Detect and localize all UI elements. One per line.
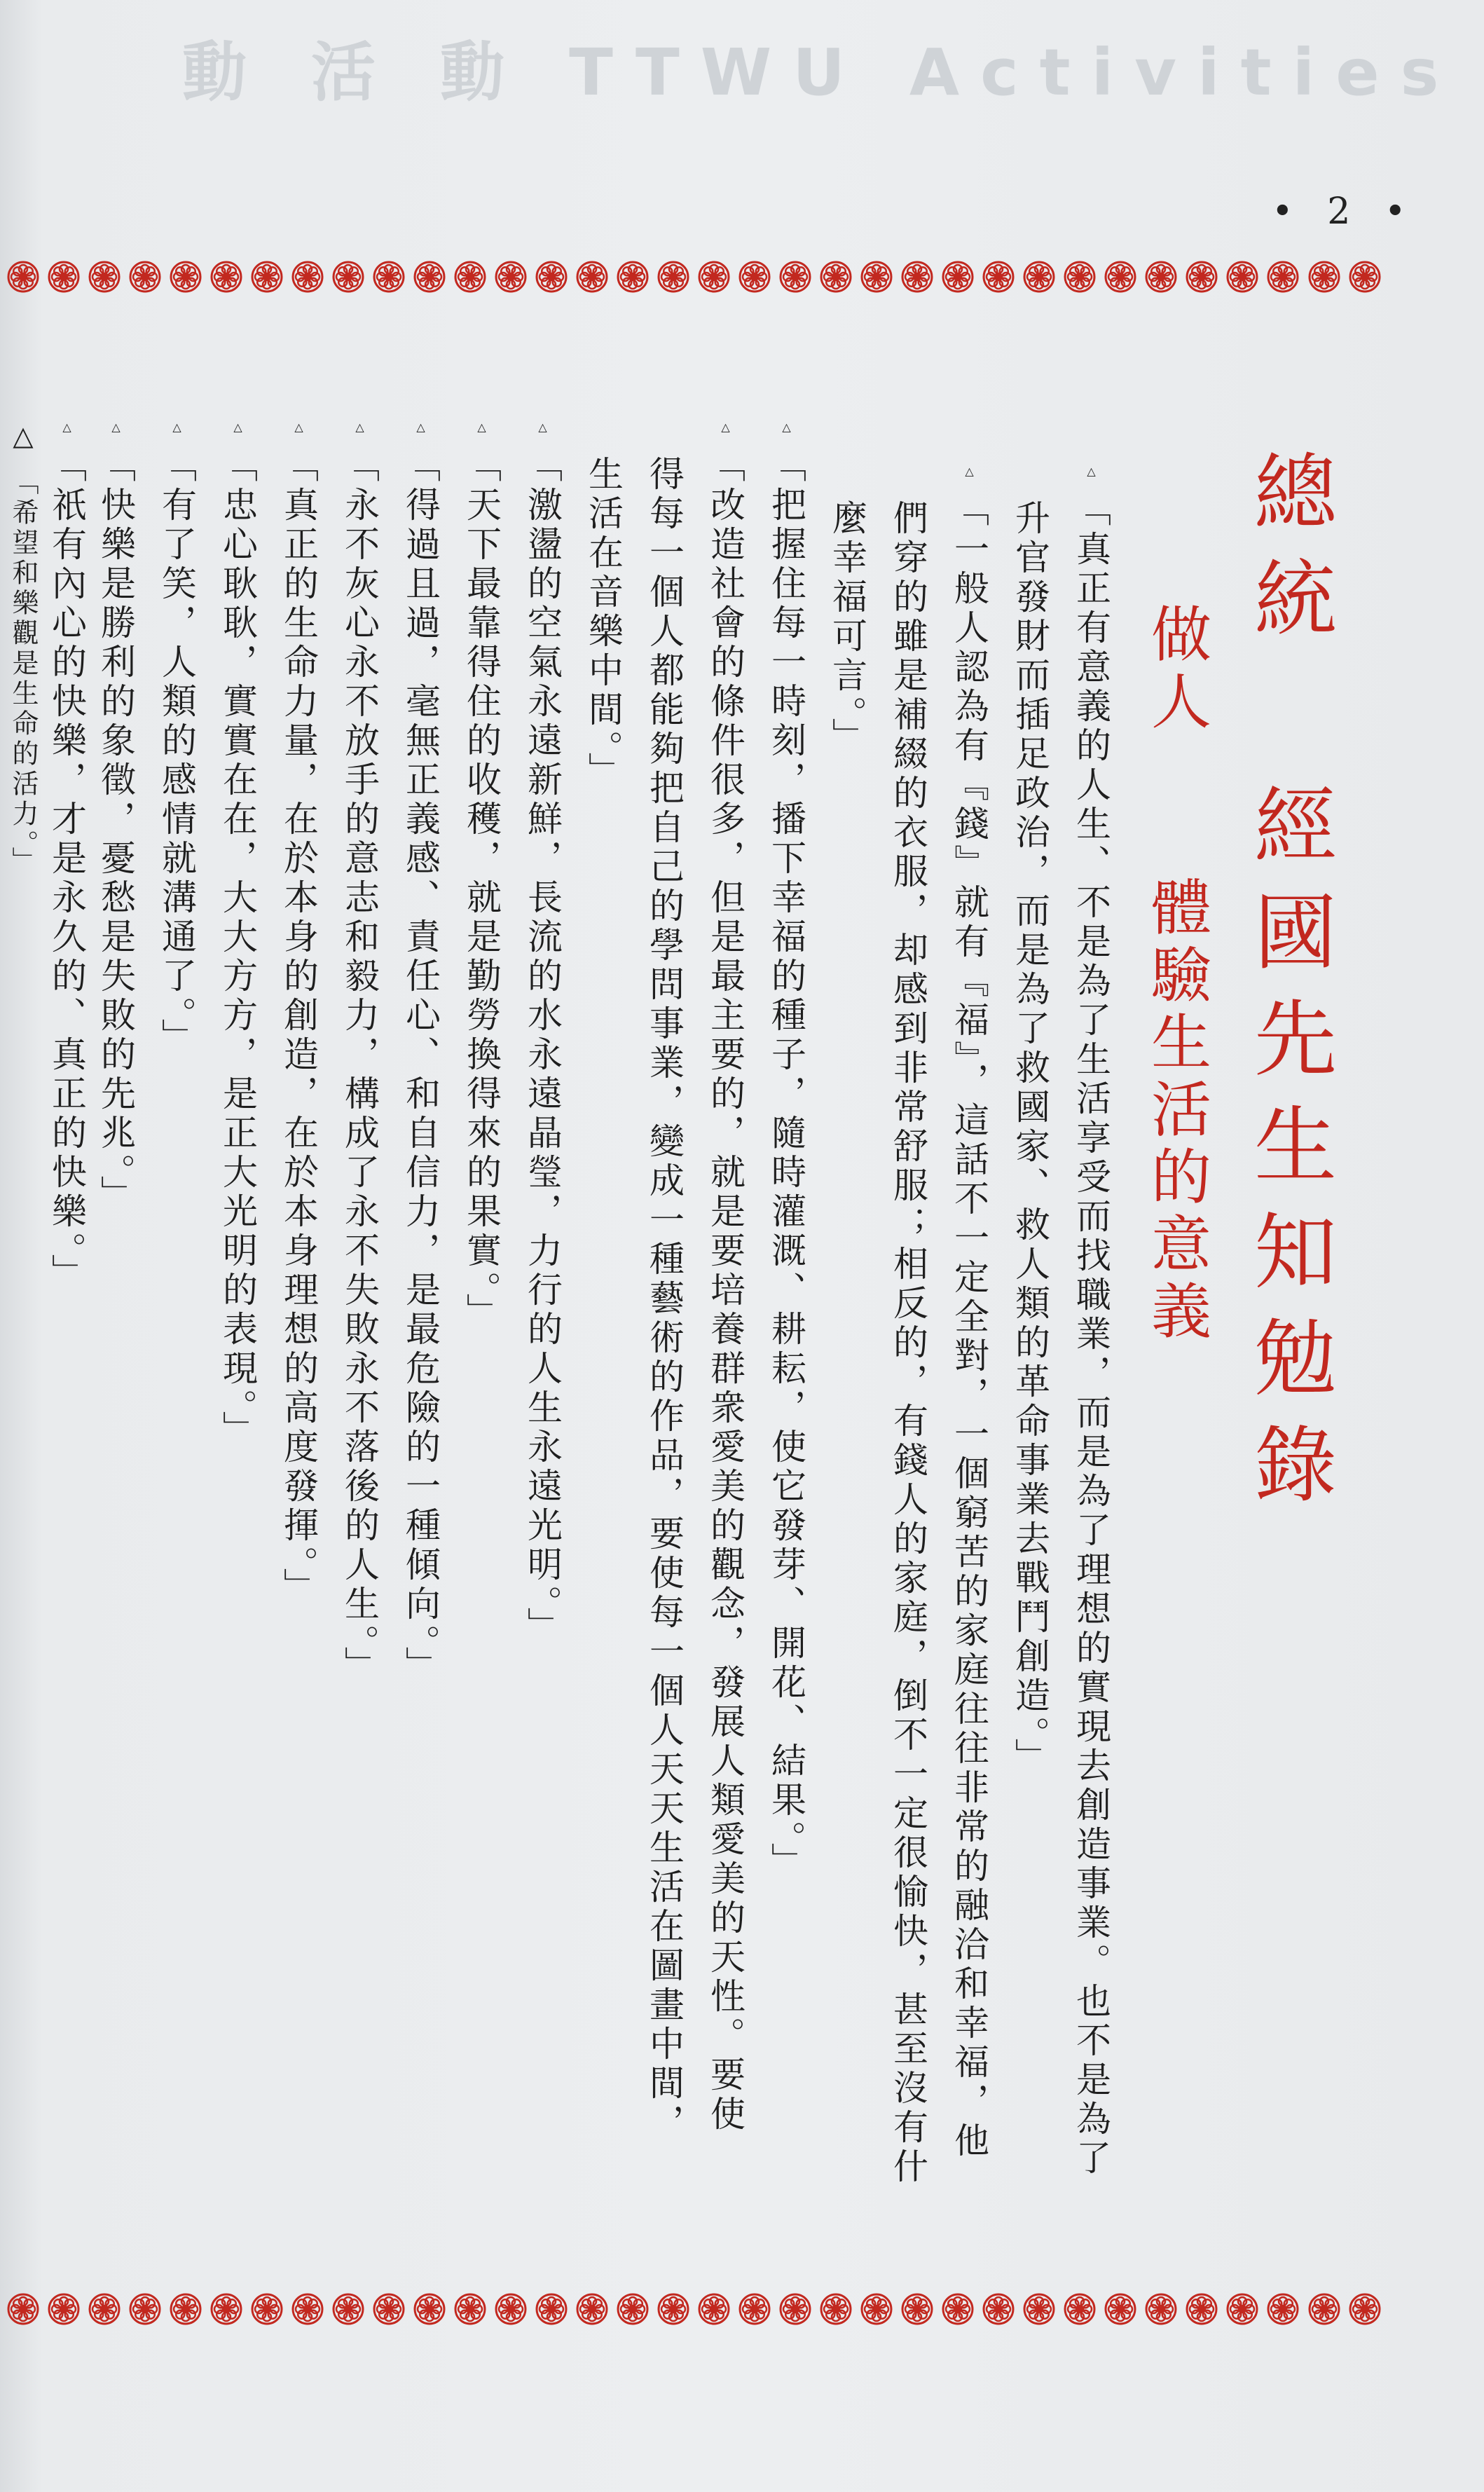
flower-icon <box>249 2292 284 2327</box>
flower-icon <box>656 2292 691 2327</box>
flower-icon <box>1307 2292 1342 2327</box>
flower-icon <box>818 259 853 294</box>
quote-item <box>705 420 746 2135</box>
flower-icon <box>1184 259 1219 294</box>
triangle-icon: △ <box>109 420 123 434</box>
flower-icon <box>737 2292 772 2327</box>
quote-item <box>95 420 136 1214</box>
quote-item <box>8 420 39 877</box>
quote-line: 「有了笑，人類的感情就溝通了。」 <box>156 447 197 1057</box>
flower-icon <box>981 2292 1016 2327</box>
flower-icon <box>209 2292 244 2327</box>
bottom-flower-border <box>6 2286 1382 2332</box>
flower-icon <box>6 259 41 294</box>
quote-item <box>461 420 502 1332</box>
quote-line: 「永不灰心永不放手的意志和毅力，構成了永不失敗永不落後的人生。」 <box>339 447 380 1685</box>
quote-item <box>766 420 806 1882</box>
quote-line: 「祇有內心的快樂，才是永久的、真正的快樂。」 <box>46 447 87 1293</box>
flower-icon <box>371 2292 406 2327</box>
subtitle-meaning-of-life: 體驗生活的意義 <box>1141 876 1211 1347</box>
quote-line: 得每一個人都能夠把自己的學問事業，變成一種藝術的作品，要使每一個人天天生活在圖畫中間， <box>644 456 685 2143</box>
flower-icon <box>1265 259 1300 294</box>
quote-line: 麼幸福可言。」 <box>827 500 867 757</box>
quote-line: 生活在音樂中間。」 <box>583 456 624 791</box>
triangle-icon: △ <box>60 420 74 434</box>
quote-item <box>278 420 319 1607</box>
flower-icon <box>859 2292 894 2327</box>
flower-icon <box>87 2292 122 2327</box>
quote-item <box>46 420 87 1293</box>
flower-icon <box>1225 2292 1260 2327</box>
quote-item <box>400 420 441 1685</box>
flower-icon <box>615 259 650 294</box>
flower-icon <box>940 259 975 294</box>
bleed-through-header: 動 活 動 TTWU Activities <box>182 35 1460 110</box>
flower-icon <box>168 259 203 294</box>
quote-line: 「真正有意義的人生、不是為了生活享受而找職業，而是為了理想的實現去創造事業。也不是為了 <box>1071 491 1111 2179</box>
flower-icon <box>615 2292 650 2327</box>
flower-icon <box>46 2292 81 2327</box>
quote-continuation <box>827 500 867 757</box>
quote-line: 「把握住每一時刻，播下幸福的種子，隨時灌溉、耕耘，使它發芽、開花、結果。」 <box>766 447 806 1882</box>
flower-icon <box>493 259 528 294</box>
flower-icon <box>331 259 366 294</box>
triangle-icon: △ <box>231 420 245 434</box>
flower-icon <box>534 259 569 294</box>
flower-icon <box>575 2292 610 2327</box>
quote-line: 「希望和樂觀是生命的活力。」 <box>8 468 39 877</box>
flower-icon <box>900 259 935 294</box>
main-title: 總統 經國先生知勉錄 <box>1240 449 1337 1528</box>
flower-icon <box>453 259 488 294</box>
flower-icon <box>290 2292 325 2327</box>
flower-icon <box>1307 259 1342 294</box>
flower-icon <box>1347 2292 1382 2327</box>
flower-icon <box>778 2292 813 2327</box>
quote-line: 「忠心耿耿，實實在在，大大方方，是正大光明的表現。」 <box>217 447 258 1450</box>
triangle-icon: △ <box>414 420 427 434</box>
quote-line: 「真正的生命力量，在於本身的創造，在於本身理想的高度發揮。」 <box>278 447 319 1607</box>
flower-icon <box>1225 259 1260 294</box>
flower-icon <box>453 2292 488 2327</box>
triangle-icon: △ <box>536 420 549 434</box>
quote-line: 「得過且過，毫無正義感、責任心、和自信力，是最危險的一種傾向。」 <box>400 447 441 1685</box>
flower-icon <box>168 2292 203 2327</box>
flower-icon <box>696 259 731 294</box>
quote-line: 「天下最靠得住的收穫，就是勤勞換得來的果實。」 <box>461 447 502 1332</box>
triangle-icon: △ <box>292 420 305 434</box>
flower-icon <box>656 259 691 294</box>
flower-icon <box>1143 2292 1179 2327</box>
flower-icon <box>1103 2292 1138 2327</box>
flower-icon <box>818 2292 853 2327</box>
flower-icon <box>778 259 813 294</box>
flower-icon <box>981 259 1016 294</box>
triangle-icon: △ <box>170 420 184 434</box>
flower-icon <box>534 2292 569 2327</box>
triangle-icon: △ <box>8 420 39 455</box>
triangle-icon: △ <box>353 420 366 434</box>
triangle-icon: △ <box>780 420 793 434</box>
quote-item <box>1071 465 1111 2179</box>
triangle-icon: △ <box>719 420 732 434</box>
flower-icon <box>1022 259 1057 294</box>
flower-icon <box>1347 259 1382 294</box>
flower-icon <box>1143 259 1179 294</box>
flower-icon <box>737 259 772 294</box>
flower-icon <box>209 259 244 294</box>
quote-line: 「快樂是勝利的象徵，憂愁是失敗的先兆。」 <box>95 447 136 1214</box>
triangle-icon: △ <box>1085 465 1098 478</box>
flower-icon <box>493 2292 528 2327</box>
flower-icon <box>1103 259 1138 294</box>
flower-icon <box>371 259 406 294</box>
flower-icon <box>1265 2292 1300 2327</box>
quote-continuation <box>644 456 685 2143</box>
flower-icon <box>1062 259 1097 294</box>
flower-icon <box>412 259 447 294</box>
quote-line: 升官發財而插足政治，而是為了救國家、救人類的革命事業去戰鬥創造。」 <box>1010 500 1050 1777</box>
quote-line: 們穿的雖是補綴的衣服，却感到非常舒服；相反的，有錢人的家庭，倒不一定很愉快，甚至沒有什 <box>888 500 928 2187</box>
quote-item <box>339 420 380 1685</box>
flower-icon <box>900 2292 935 2327</box>
flower-icon <box>290 259 325 294</box>
quote-item <box>951 465 987 2161</box>
flower-icon <box>46 259 81 294</box>
quote-line: 「激盪的空氣永遠新鮮，長流的水永遠晶瑩，力行的人生永遠光明。」 <box>522 447 563 1646</box>
flower-icon <box>1062 2292 1097 2327</box>
triangle-icon: △ <box>475 420 488 434</box>
flower-icon <box>128 259 163 294</box>
flower-icon <box>859 259 894 294</box>
flower-icon <box>249 259 284 294</box>
quote-item <box>522 420 563 1646</box>
top-flower-border <box>6 254 1382 300</box>
page-number: • 2 • <box>1272 191 1417 233</box>
flower-icon <box>1184 2292 1219 2327</box>
quote-item <box>156 420 197 1057</box>
quote-continuation <box>1010 500 1050 1777</box>
quote-line: 「改造社會的條件很多，但是最主要的，就是要培養群衆愛美的觀念，發展人類愛美的天性。要使 <box>705 447 746 2135</box>
quote-continuation <box>888 500 928 2187</box>
quote-line: 「一般人認為有『錢』就有『福』，這話不一定全對，一個窮苦的家庭往往非常的融洽和幸福，他 <box>949 491 989 2161</box>
flower-icon <box>87 259 122 294</box>
flower-icon <box>940 2292 975 2327</box>
quote-item <box>217 420 258 1450</box>
quote-continuation <box>583 456 624 791</box>
triangle-icon: △ <box>963 465 976 478</box>
subtitle-be-a-person: 做人 <box>1141 603 1211 737</box>
flower-icon <box>128 2292 163 2327</box>
flower-icon <box>331 2292 366 2327</box>
flower-icon <box>6 2292 41 2327</box>
flower-icon <box>412 2292 447 2327</box>
flower-icon <box>696 2292 731 2327</box>
flower-icon <box>575 259 610 294</box>
flower-icon <box>1022 2292 1057 2327</box>
